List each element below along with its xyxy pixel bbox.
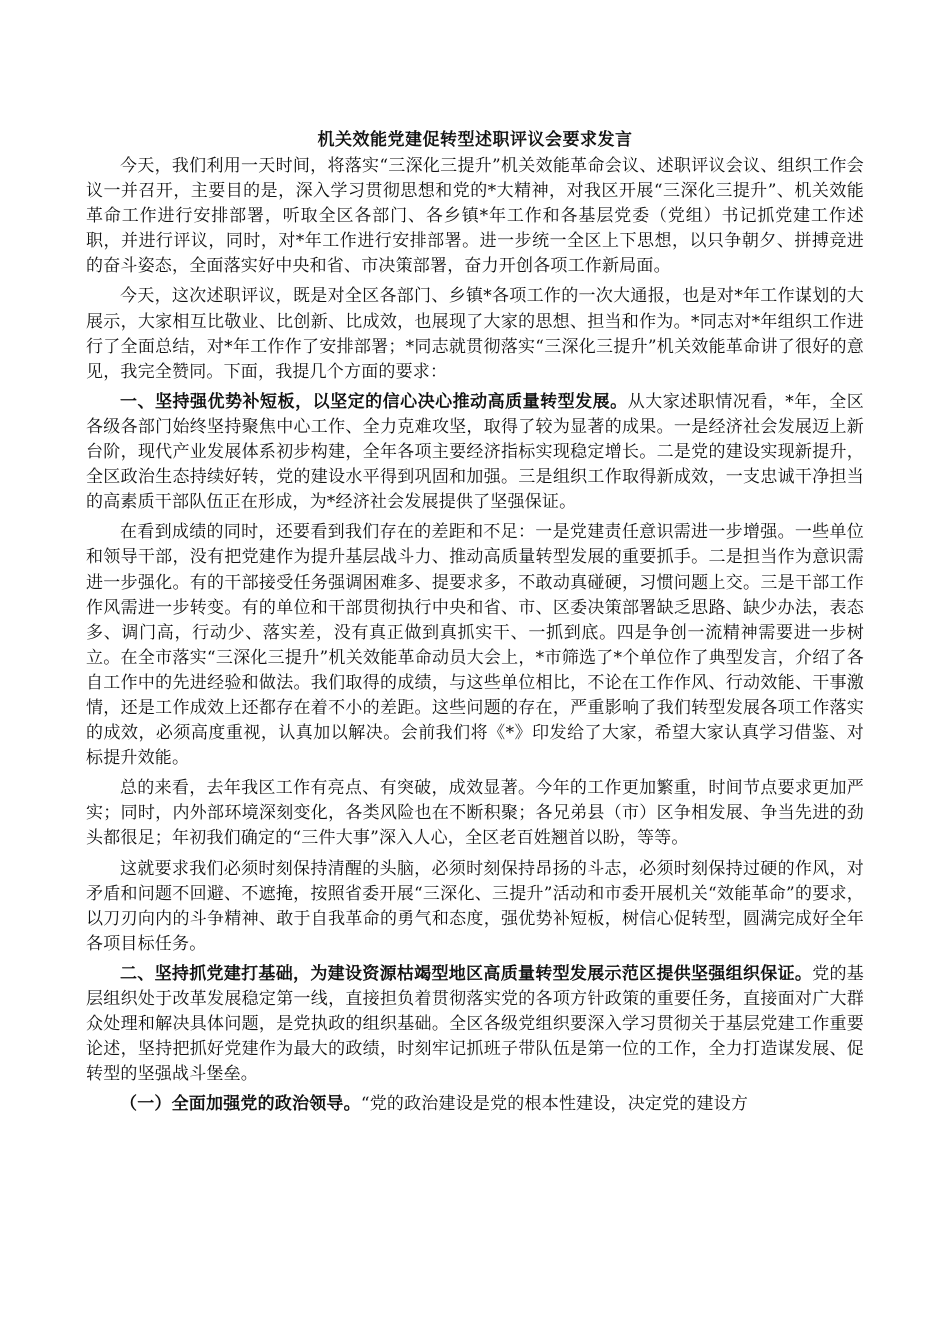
- document-page: [86, 128, 864, 1122]
- paragraph-text: 党的基层组织处于改革发展稳定第一线，直接担负着贯彻落实党的各项方针政策的重要任务，直接面对广大群众处理和解决具体问题，是党执政的组织基础。全区各级党组织要深入学习贯彻关于基层党建工作重要论述，坚持把抓好党建作为最大的政绩，时刻牢记抓班子带队伍是第一位的工作，全力打造谋发展、促转型的坚强战斗堡垒。: [86, 963, 864, 1085]
- paragraph-text: 在看到成绩的同时，还要看到我们存在的差距和不足：一是党建责任意识需进一步增强。一些单位和领导干部，没有把党建作为提升基层战斗力、推动高质量转型发展的重要抓手。二是担当作为意识需进一步强化。有的干部接受任务强调困难多、提要求多，不敢动真碰硬，习惯问题上交。三是干部工作作风需进一步转变。有的单位和干部贯彻执行中央和省、市、区委决策部署缺乏思路、缺少办法，表态多、调门高，行动少、落实差，没有真正做到真抓实干、一抓到底。四是争创一流精神需要进一步树立。在全市落实“三深化三提升”机关效能革命动员大会上，*市筛选了*个单位作了典型发言，介绍了各自工作中的先进经验和做法。我们取得的成绩，与这些单位相比，不论在工作作风、行动效能、干事激情，还是工作成效上还都存在着不小的差距。这些问题的存在，严重影响了我们转型发展各项工作落实的成效，必须高度重视，认真加以解决。会前我们将《*》印发给了大家，希望大家认真学习借鉴、对标提升效能。: [86, 522, 864, 769]
- paragraph-text: 从大家述职情况看，*年，全区各级各部门始终坚持聚焦中心工作、全力克难攻坚，取得了较为显著的成果。一是经济社会发展迈上新台阶，现代产业发展体系初步构建，全年各项主要经济指标实现稳定增长。二是党的建设实现新提升，全区政治生态持续好转，党的建设水平得到巩固和加强。三是组织工作取得新成效，一支忠诚干净担当的高素质干部队伍正在形成，为*经济社会发展提供了坚强保证。: [86, 391, 864, 513]
- document-title: 机关效能党建促转型述职评议会要求发言: [317, 130, 633, 150]
- section-heading-1: 一、坚持强优势补短板，以坚定的信心决心推动高质量转型发展。: [120, 391, 628, 412]
- paragraph-6: [86, 857, 864, 957]
- paragraph-4: [86, 520, 864, 771]
- paragraph-8: [86, 1092, 864, 1117]
- paragraph-3: [86, 390, 864, 515]
- paragraph-text: 总的来看，去年我区工作有亮点、有突破，成效显著。今年的工作更加繁重，时间节点要求更加严实；同时，内外部环境深刻变化，各类风险也在不断积聚；各兄弟县（市）区争相发展、争当先进的劲头都很足；年初我们确定的“三件大事”深入人心，全区老百姓翘首以盼，等等。: [86, 778, 864, 849]
- paragraph-7: [86, 962, 864, 1087]
- paragraph-2: [86, 284, 864, 384]
- subsection-heading-1: （一）全面加强党的政治领导。: [120, 1094, 361, 1115]
- paragraph-text: 今天，我们利用一天时间，将落实“三深化三提升”机关效能革命会议、述职评议会议、组织工作会议一并召开，主要目的是，深入学习贯彻思想和党的*大精神，对我区开展“三深化三提升”、机关效能革命工作进行安排部署，听取全区各部门、各乡镇*年工作和各基层党委（党组）书记抓党建工作述职，并进行评议，同时，对*年工作进行安排部署。进一步统一全区上下思想，以只争朝夕、拼搏竞进的奋斗姿态，全面落实好中央和省、市决策部署，奋力开创各项工作新局面。: [86, 156, 864, 277]
- paragraph-text: “党的政治建设是党的根本性建设，决定党的建设方: [360, 1094, 749, 1115]
- section-heading-2: 二、坚持抓党建打基础，为建设资源枯竭型地区高质量转型发展示范区提供坚强组织保证。: [120, 963, 813, 984]
- paragraph-text: 今天，这次述职评议，既是对全区各部门、乡镇*各项工作的一次大通报，也是对*年工作谋划的大展示，大家相互比敬业、比创新、比成效，也展现了大家的思想、担当和作为。*同志对*年组织工作进行了全面总结，对*年工作作了安排部署；*同志就贯彻落实“三深化三提升”机关效能革命讲了很好的意见，我完全赞同。下面，我提几个方面的要求：: [86, 286, 864, 382]
- paragraph-1: [86, 154, 864, 279]
- paragraph-5: [86, 776, 864, 851]
- paragraph-text: 这就要求我们必须时刻保持清醒的头脑，必须时刻保持昂扬的斗志，必须时刻保持过硬的作风，对矛盾和问题不回避、不遮掩，按照省委开展“三深化、三提升”活动和市委开展机关“效能革命”的要求，以刀刃向内的斗争精神、敢于自我革命的勇气和态度，强优势补短板，树信心促转型，圆满完成好全年各项目标任务。: [86, 858, 864, 954]
